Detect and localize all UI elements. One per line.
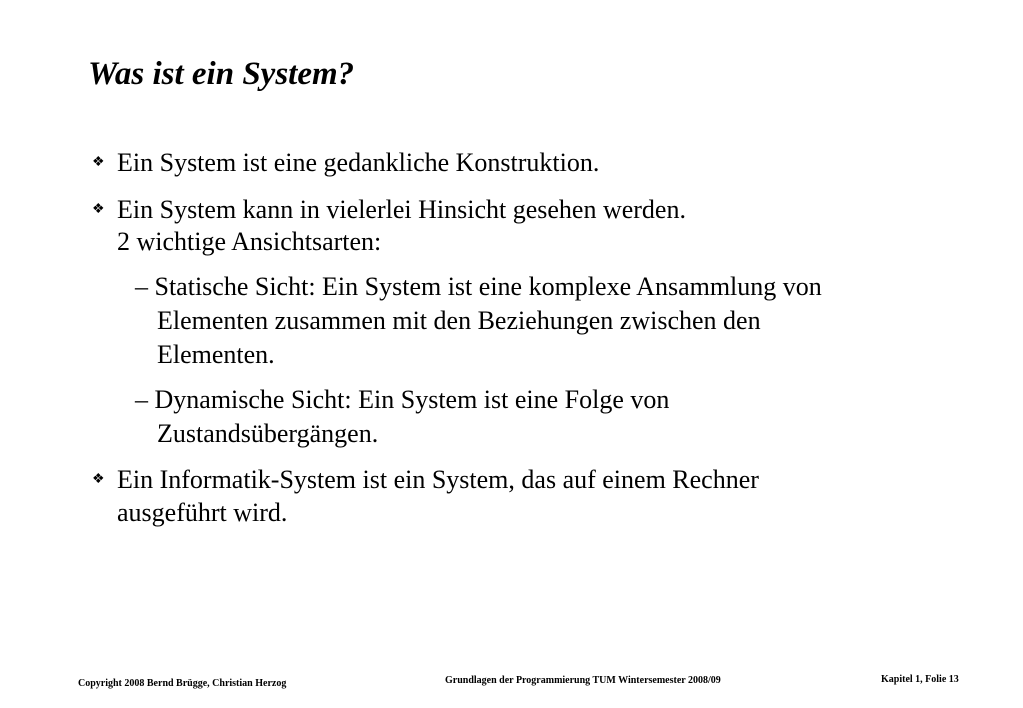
subitem-2-line-1: – Dynamische Sicht: Ein System ist eine Folge von (135, 385, 670, 414)
subitem-1-line-3: Elementen. (157, 340, 275, 369)
bullet-2-line-2: 2 wichtige Ansichtsarten: (117, 227, 382, 256)
subitem-1-line-2: Elementen zusammen mit den Beziehungen zwischen den (157, 306, 761, 335)
subitem-2-line-2: Zustandsübergängen. (157, 419, 379, 448)
bullet-2-line-1: Ein System kann in vielerlei Hinsicht gesehen werden. (117, 195, 686, 224)
bullet-3-line-2: ausgeführt wird. (117, 498, 288, 527)
footer-copyright: Copyright 2008 Bernd Brügge, Christian Herzog (78, 678, 287, 689)
slide-title: Was ist ein System? (88, 56, 355, 92)
bullet-diamond-icon: ❖ (92, 472, 105, 487)
footer-slide-number: Kapitel 1, Folie 13 (881, 674, 959, 685)
footer-course: Grundlagen der Programmierung TUM Wintersemester 2008/09 (445, 675, 721, 686)
subitem-1-line-1: – Statische Sicht: Ein System ist eine komplexe Ansammlung von (135, 272, 822, 301)
bullet-diamond-icon: ❖ (92, 202, 105, 217)
bullet-diamond-icon: ❖ (92, 155, 105, 170)
bullet-1-line-1: Ein System ist eine gedankliche Konstruktion. (117, 148, 600, 177)
bullet-3-line-1: Ein Informatik-System ist ein System, das auf einem Rechner (117, 465, 759, 494)
